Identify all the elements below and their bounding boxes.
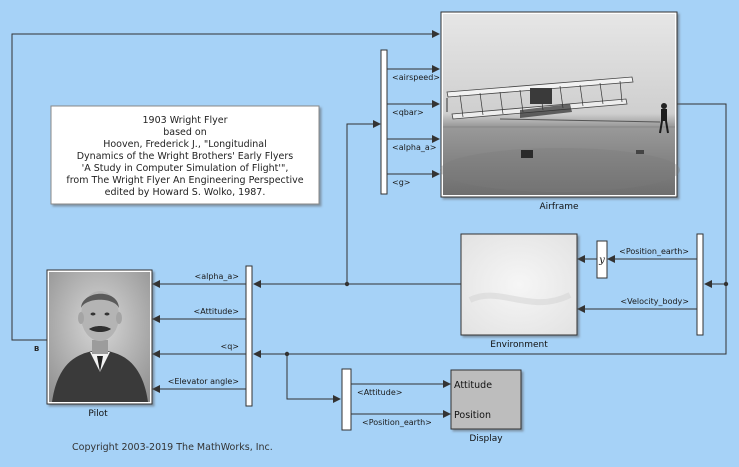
pilot-port-tag: B [34,345,40,353]
signal-label-g: <g> [392,178,411,187]
note-line-6: from The Wright Flyer An Engineering Perspective [66,175,304,186]
display-label: Display [469,434,503,444]
pilot-bus-labels [168,272,239,386]
branch-point [285,352,289,356]
branch-point [345,282,349,286]
env-bus-labels [619,247,689,306]
pilot-portrait [49,272,150,402]
pilot-label: Pilot [88,409,108,419]
signal-label-airspeed: <airspeed> [392,73,440,82]
copyright-text: Copyright 2003-2019 The MathWorks, Inc. [72,442,273,453]
reference-note[interactable] [51,106,319,204]
note-line-7: edited by Howard S. Wolko, 1987. [104,187,266,198]
signal-label-qbar: <qbar> [392,108,424,117]
bus-selector-pilot[interactable] [246,266,252,406]
note-line-5: 'A Study in Computer Simulation of Flight'", [81,163,289,174]
signal-label-attitude: <Attitude> [193,307,239,316]
wire-env-to-airframe-bus[interactable] [347,124,380,284]
signal-label-attitude: <Attitude> [357,388,403,397]
signal-label-q: <q> [220,342,239,351]
wright-flyer-photo [440,14,680,195]
signal-label-velocity-body: <Velocity_body> [620,297,689,306]
airframe-block[interactable] [440,12,680,212]
signal-label-position-earth: <Position_earth> [362,418,432,427]
bus-selector-display[interactable] [342,369,351,430]
signal-label-elevator-angle: <Elevator angle> [167,377,239,386]
wire-to-display-bus[interactable] [287,354,340,399]
display-port-position: Position [454,410,491,421]
airframe-label: Airframe [539,202,579,212]
note-line-4: Dynamics of the Wright Brothers' Early Flyers [76,151,294,162]
signal-label-alpha-a: <alpha_a> [194,272,239,281]
bus-selector-airframe[interactable] [381,50,387,194]
transpose-block[interactable] [597,241,607,278]
note-line-1: 1903 Wright Flyer [142,115,228,126]
note-line-2: based on [163,127,207,138]
note-line-3: Hooven, Frederick J., "Longitudinal [103,139,267,150]
display-bus-labels [357,388,432,427]
pilot-block[interactable] [47,270,152,419]
environment-block[interactable] [461,234,577,350]
signal-label-position-earth: <Position_earth> [619,247,689,256]
display-block[interactable] [451,370,521,444]
airframe-bus-labels [392,73,440,187]
display-port-attitude: Attitude [454,380,493,391]
branch-point [724,282,728,286]
signal-label-alpha-a: <alpha_a> [392,143,437,152]
bus-selector-states[interactable] [697,234,703,335]
transpose-symbol: y [599,255,605,266]
environment-label: Environment [490,340,548,350]
